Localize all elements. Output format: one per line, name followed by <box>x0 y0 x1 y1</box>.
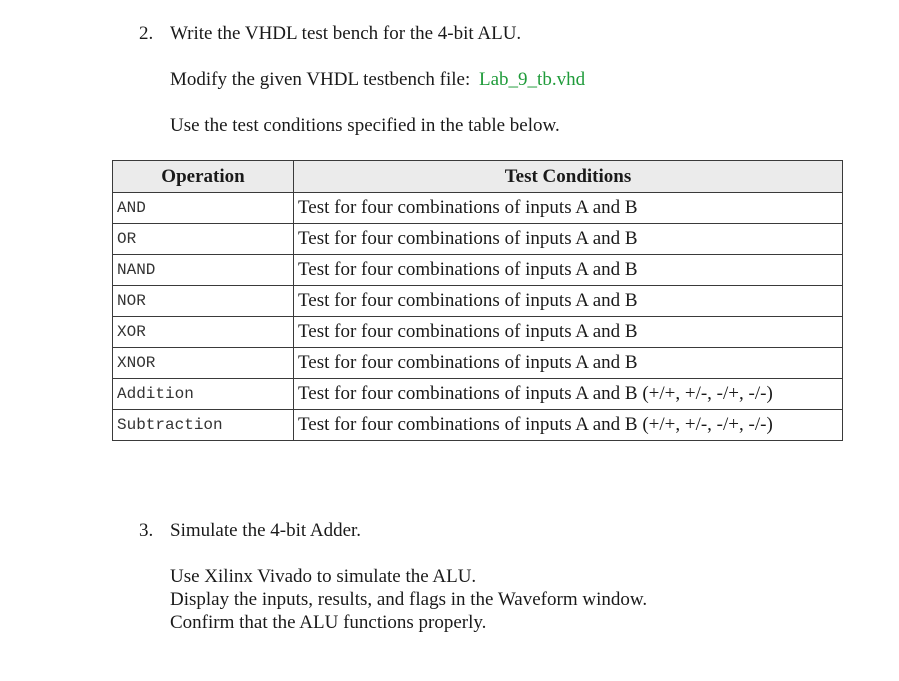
header-test-conditions: Test Conditions <box>294 161 843 193</box>
table-row <box>113 348 843 379</box>
step-3-number: 3. <box>139 520 154 541</box>
table-row <box>113 410 843 441</box>
operation-cell: AND <box>113 193 294 224</box>
simulate-line-2: Display the inputs, results, and flags in the Waveform window. <box>170 589 648 610</box>
table-header-row <box>113 161 843 193</box>
condition-cell: Test for four combinations of inputs A and B <box>294 286 843 317</box>
condition-cell: Test for four combinations of inputs A and B <box>294 255 843 286</box>
table-row <box>113 379 843 410</box>
modify-prefix: Modify the given VHDL testbench file: <box>170 69 471 90</box>
testbench-file-link[interactable]: Lab_9_tb.vhd <box>479 69 586 90</box>
modify-instruction <box>170 69 585 91</box>
table-row <box>113 224 843 255</box>
condition-cell: Test for four combinations of inputs A and B <box>294 348 843 379</box>
step-3-heading: Simulate the 4-bit Adder. <box>170 520 362 541</box>
conditions-intro: Use the test conditions specified in the table below. <box>170 115 560 136</box>
simulate-line-3: Confirm that the ALU functions properly. <box>170 612 487 633</box>
condition-cell: Test for four combinations of inputs A and B <box>294 193 843 224</box>
operation-cell: Addition <box>113 379 294 410</box>
simulate-line-1: Use Xilinx Vivado to simulate the ALU. <box>170 566 477 587</box>
condition-cell: Test for four combinations of inputs A and B <box>294 317 843 348</box>
table-row <box>113 317 843 348</box>
operation-cell: NOR <box>113 286 294 317</box>
step-2-number: 2. <box>139 23 154 44</box>
condition-cell: Test for four combinations of inputs A and B (+/+, +/-, -/+, -/-) <box>294 379 843 410</box>
test-conditions-table <box>112 160 843 441</box>
operation-cell: OR <box>113 224 294 255</box>
operation-cell: XOR <box>113 317 294 348</box>
header-operation: Operation <box>113 161 294 193</box>
table-row <box>113 193 843 224</box>
table-row <box>113 255 843 286</box>
operation-cell: Subtraction <box>113 410 294 441</box>
operation-cell: NAND <box>113 255 294 286</box>
table-row <box>113 286 843 317</box>
step-2-heading: Write the VHDL test bench for the 4-bit ALU. <box>170 23 522 44</box>
condition-cell: Test for four combinations of inputs A and B <box>294 224 843 255</box>
condition-cell: Test for four combinations of inputs A and B (+/+, +/-, -/+, -/-) <box>294 410 843 441</box>
operation-cell: XNOR <box>113 348 294 379</box>
